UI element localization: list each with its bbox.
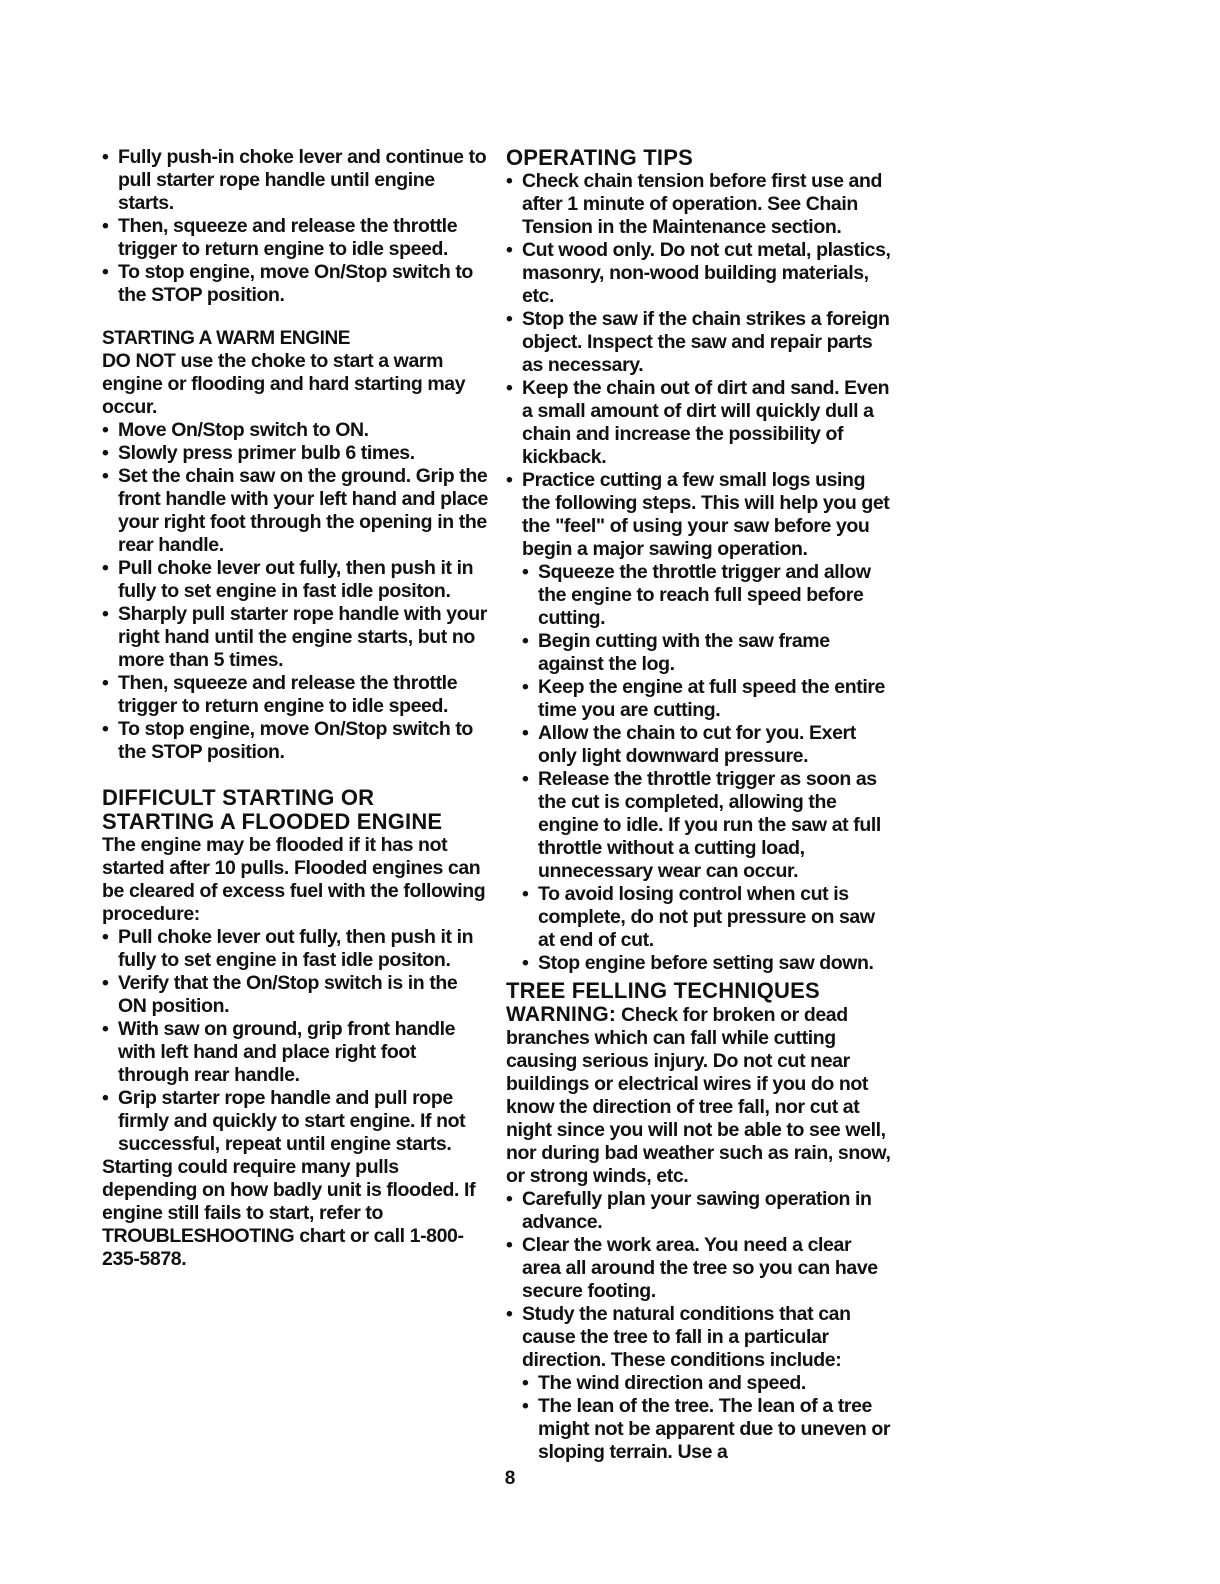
left-column — [102, 146, 490, 1271]
list-item: • Clear the work area. You need a clear area all around the tree so you can have secure footing. — [506, 1234, 892, 1303]
list-item: • Sharply pull starter rope handle with your right hand until the engine starts, but no more than 5 times. — [102, 603, 490, 672]
list-item: • Grip starter rope handle and pull rope firmly and quickly to start engine. If not successful, repeat until engine starts. — [102, 1087, 490, 1156]
list-item: • Practice cutting a few small logs using the following steps. This will help you get the "feel" of using your saw before you begin a major sawing operation. — [506, 469, 892, 561]
list-item: • Keep the chain out of dirt and sand. Even a small amount of dirt will quickly dull a chain and increase the possibility of kickback. — [506, 377, 892, 469]
operating-tips-sub-bullet-list — [506, 561, 892, 975]
list-item: • Pull choke lever out fully, then push it in fully to set engine in fast idle positon. — [102, 926, 490, 972]
list-item: • The lean of the tree. The lean of a tree might not be apparent due to uneven or sloping terrain. Use a — [522, 1395, 892, 1464]
warning-label: WARNING: — [506, 1003, 617, 1026]
flooded-engine-bullet-list — [102, 926, 490, 1156]
list-item: • With saw on ground, grip front handle with left hand and place right foot through rear handle. — [102, 1018, 490, 1087]
flooded-heading-line-1: DIFFICULT STARTING OR — [102, 785, 375, 810]
list-item: • Slowly press primer bulb 6 times. — [102, 442, 490, 465]
felling-sub-bullet-list — [506, 1372, 892, 1464]
section-heading-tree-felling: TREE FELLING TECHNIQUES — [506, 978, 820, 1003]
warning-text: Check for broken or dead branches which can fall while cutting causing serious injury. Do not cut near buildings or electrical wires if you do not know the direction of tree fall, nor cut at night since you will not be able to see well, nor during bad weather such as rain, snow, or strong winds, etc. — [506, 1004, 891, 1187]
list-item: • Then, squeeze and release the throttle trigger to return engine to idle speed. — [102, 672, 490, 718]
list-item: • Stop the saw if the chain strikes a foreign object. Inspect the saw and repair parts as necessary. — [506, 308, 892, 377]
warm-engine-intro: DO NOT use the choke to start a warm engine or flooding and hard starting may occur. — [102, 350, 466, 418]
flooded-engine-outro: Starting could require many pulls depending on how badly unit is flooded. If engine still fails to start, refer to TROUBLESHOOTING chart or call 1-800-235-5878. — [102, 1156, 476, 1270]
list-item: • To avoid losing control when cut is complete, do not put pressure on saw at end of cut. — [522, 883, 892, 952]
list-item: • Stop engine before setting saw down. — [522, 952, 892, 975]
list-item: • Begin cutting with the saw frame against the log. — [522, 630, 892, 676]
list-item: • Move On/Stop switch to ON. — [102, 419, 490, 442]
list-item: • Carefully plan your sawing operation in advance. — [506, 1188, 892, 1234]
list-item: • Cut wood only. Do not cut metal, plastics, masonry, non-wood building materials, etc. — [506, 239, 892, 308]
right-column — [506, 146, 892, 1464]
list-item: • Fully push-in choke lever and continue to pull starter rope handle until engine starts. — [102, 146, 490, 215]
list-item: • Study the natural conditions that can cause the tree to fall in a particular direction. These conditions include: — [506, 1303, 892, 1372]
list-item: • Verify that the On/Stop switch is in the ON position. — [102, 972, 490, 1018]
list-item: • The wind direction and speed. — [522, 1372, 892, 1395]
section-heading-operating-tips: OPERATING TIPS — [506, 145, 693, 170]
list-item: • To stop engine, move On/Stop switch to the STOP position. — [102, 261, 490, 307]
section-heading-flooded-engine — [102, 786, 490, 834]
list-item: • Release the throttle trigger as soon as the cut is completed, allowing the engine to idle. If you run the saw at full throttle without a cutting load, unnecessary wear can occur. — [522, 768, 892, 883]
list-item: • Set the chain saw on the ground. Grip the front handle with your left hand and place your right foot through the opening in the rear handle. — [102, 465, 490, 557]
page-number: 8 — [504, 1468, 516, 1489]
list-item: • Squeeze the throttle trigger and allow the engine to reach full speed before cutting. — [522, 561, 892, 630]
list-item: • Keep the engine at full speed the entire time you are cutting. — [522, 676, 892, 722]
intro-bullet-list — [102, 146, 490, 307]
list-item: • To stop engine, move On/Stop switch to the STOP position. — [102, 718, 490, 764]
felling-bullet-list — [506, 1188, 892, 1372]
flooded-engine-intro: The engine may be flooded if it has not started after 10 pulls. Flooded engines can be cleared of excess fuel with the following procedure: — [102, 834, 486, 925]
list-item: • Pull choke lever out fully, then push it in fully to set engine in fast idle positon. — [102, 557, 490, 603]
felling-warning — [506, 1003, 892, 1188]
warm-engine-bullet-list — [102, 419, 490, 764]
list-item: • Allow the chain to cut for you. Exert only light downward pressure. — [522, 722, 892, 768]
flooded-heading-line-2: STARTING A FLOODED ENGINE — [102, 809, 443, 834]
operating-tips-bullet-list — [506, 170, 892, 561]
list-item: • Check chain tension before first use and after 1 minute of operation. See Chain Tension in the Maintenance section. — [506, 170, 892, 239]
list-item: • Then, squeeze and release the throttle trigger to return engine to idle speed. — [102, 215, 490, 261]
section-heading-warm-engine: STARTING A WARM ENGINE — [102, 328, 351, 349]
